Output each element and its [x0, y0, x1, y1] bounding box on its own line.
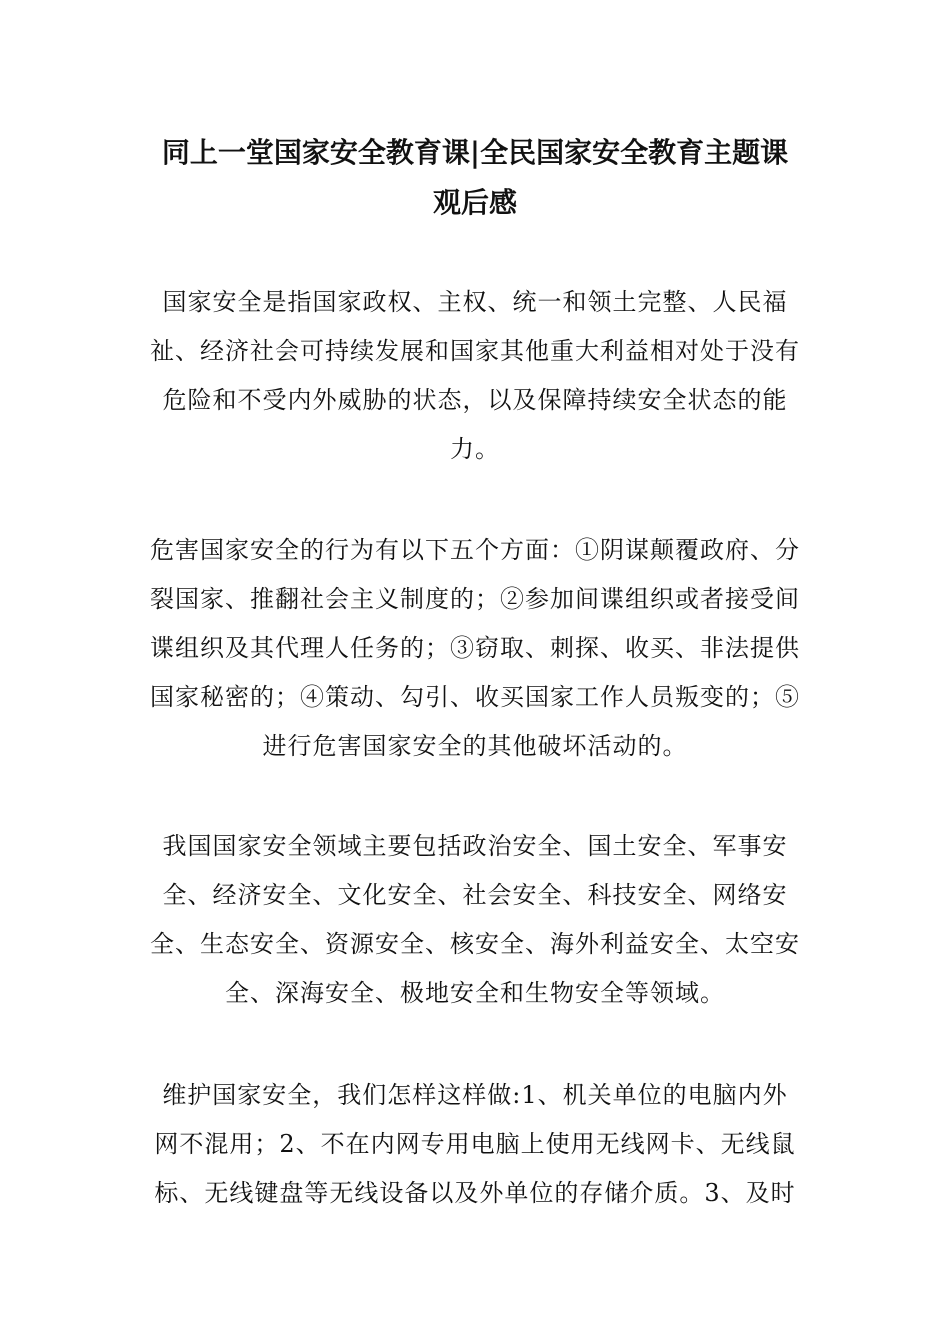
document-title: 同上一堂国家安全教育课|全民国家安全教育主题课观后感	[161, 136, 789, 219]
paragraph-definition: 国家安全是指国家政权、主权、统一和领土完整、人民福祉、经济社会可持续发展和国家其他重大利益相对处于没有危险和不受内外威胁的状态，以及保障持续安全状态的能力。	[150, 288, 800, 463]
paragraph-security-fields: 我国国家安全领域主要包括政治安全、国土安全、军事安全、经济安全、文化安全、社会安全、科技安全、网络安全、生态安全、资源安全、核安全、海外利益安全、太空安全、深海安全、极地安全和生物安全等领域。	[150, 832, 800, 1007]
paragraph-how-to-protect: 维护国家安全，我们怎样这样做:1、机关单位的电脑内外网不混用；2、不在内网专用电脑上使用无线网卡、无线鼠标、无线键盘等无线设备以及外单位的存储介质。3、及时	[154, 1081, 796, 1207]
paragraph-harmful-acts: 危害国家安全的行为有以下五个方面：①阴谋颠覆政府、分裂国家、推翻社会主义制度的；②参加间谍组织或者接受间谍组织及其代理人任务的；③窃取、刺探、收买、非法提供国家秘密的；④策动、勾引、收买国家工作人员叛变的；⑤进行危害国家安全的其他破坏活动的。	[150, 536, 800, 760]
